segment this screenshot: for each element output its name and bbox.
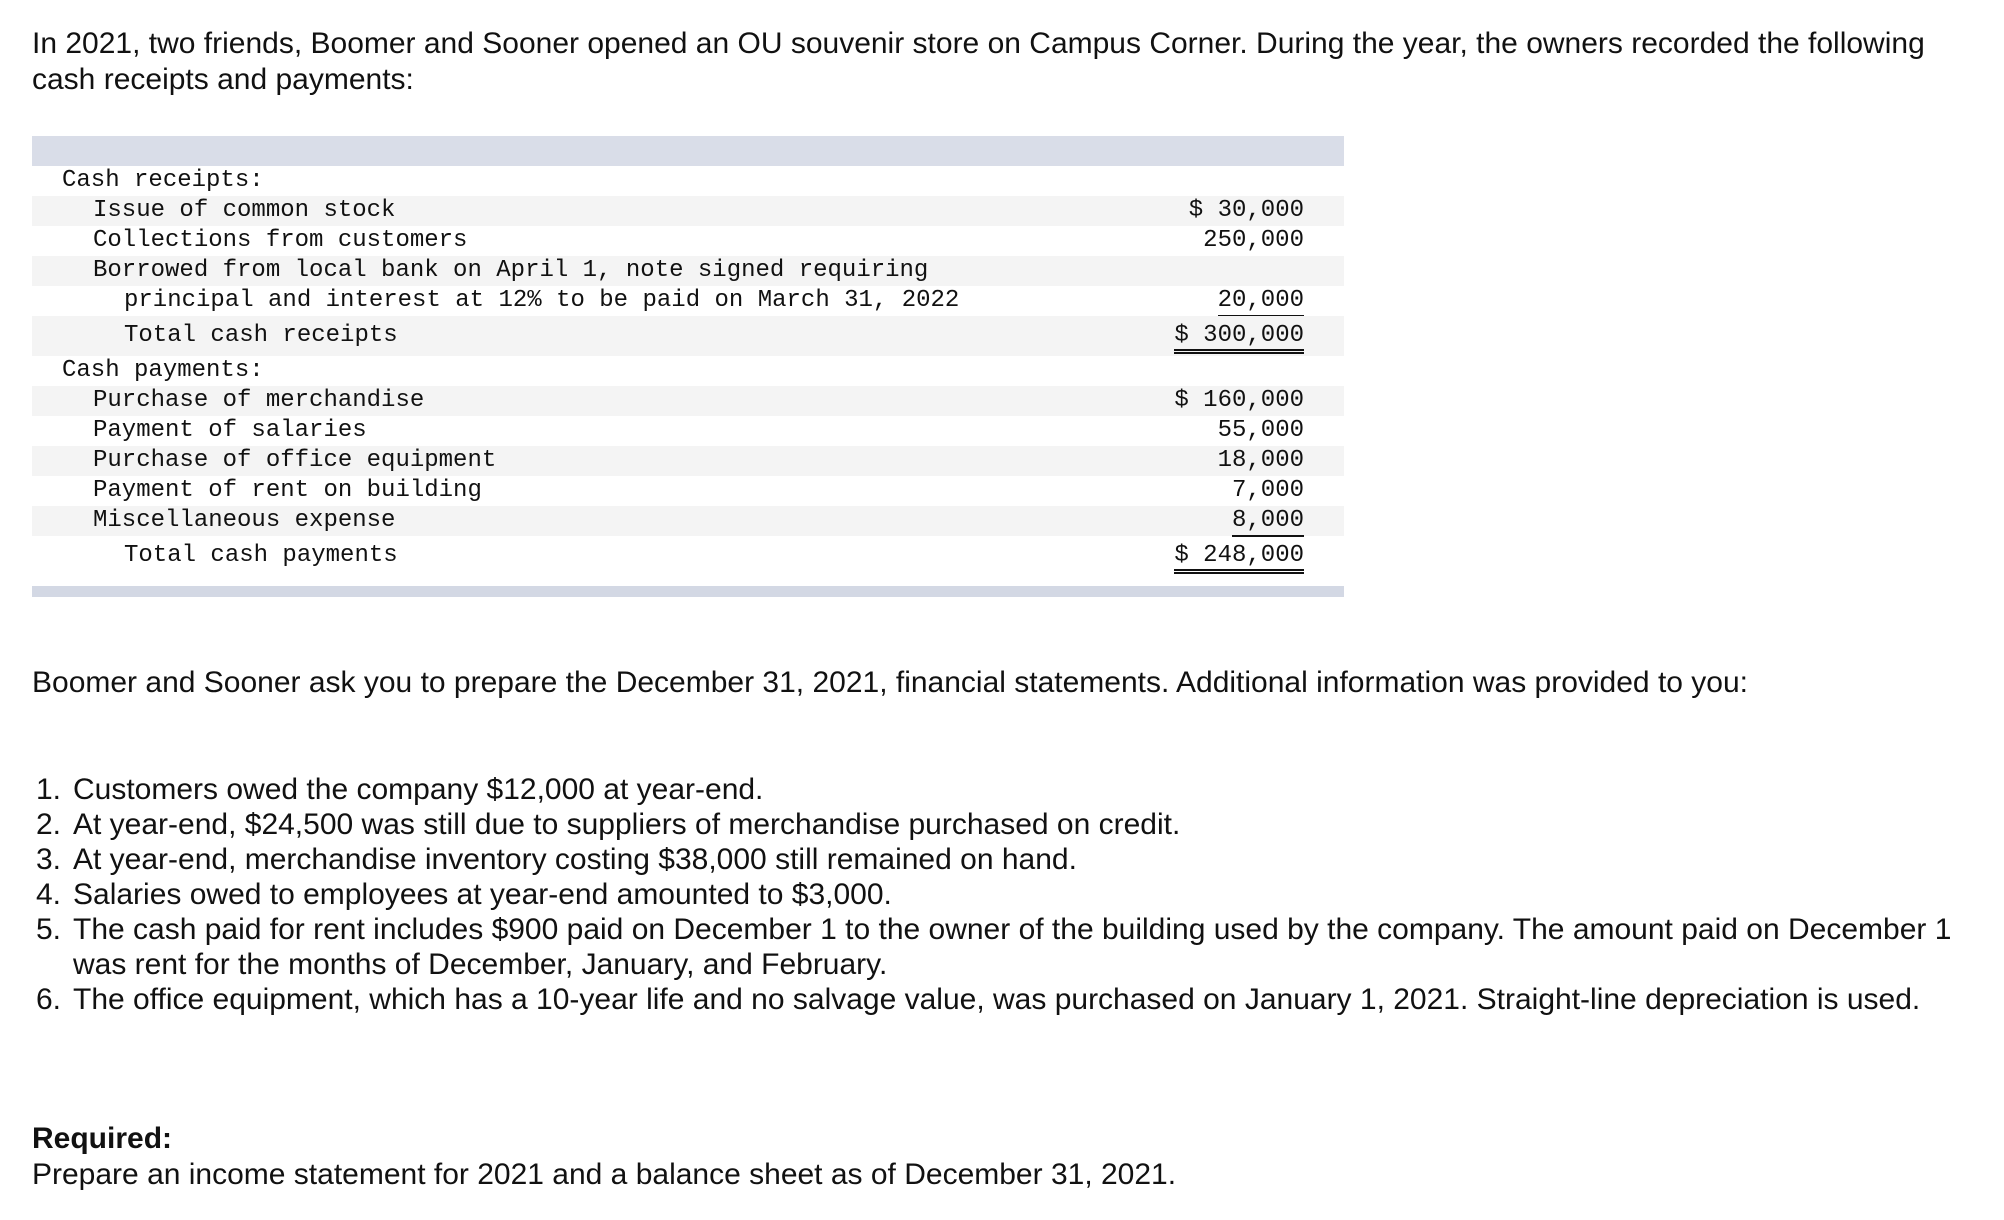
row-label: Miscellaneous expense [93, 507, 396, 534]
table-header-bar [32, 136, 1344, 166]
payments-heading-row [32, 356, 1344, 386]
total-receipts-row [32, 316, 1344, 356]
table-row [32, 446, 1344, 476]
list-item-text: Salaries owed to employees at year-end amounted to $3,000. [73, 878, 892, 911]
list-item-number: 1. [36, 773, 62, 806]
row-amount: $ 30,000 [1188, 197, 1304, 224]
additional-info-text: Boomer and Sooner ask you to prepare the December 31, 2021, financial statements. Additional information was provided to you: [32, 666, 1749, 699]
list-item-text: At year-end, $24,500 was still due to suppliers of merchandise purchased on credit. [73, 808, 1181, 841]
list-item [32, 877, 1952, 912]
cash-table-body [32, 166, 1344, 576]
row-amount: 250,000 [1203, 227, 1304, 254]
row-label: Purchase of office equipment [93, 447, 497, 474]
required-heading: Required: [32, 1122, 173, 1155]
cash-table [32, 136, 1344, 597]
row-amount: 18,000 [1217, 447, 1304, 474]
list-item [32, 772, 1952, 807]
total-receipts-value: $ 300,000 [1174, 322, 1304, 354]
row-amount: $ 160,000 [1174, 387, 1304, 414]
table-row [32, 226, 1344, 256]
row-amount-value: 20,000 [1218, 287, 1304, 317]
required-text: Prepare an income statement for 2021 and a balance sheet as of December 31, 2021. [32, 1158, 1177, 1191]
total-payments-value: $ 248,000 [1174, 542, 1304, 574]
row-amount [1232, 506, 1304, 536]
list-item [32, 982, 1952, 1017]
table-row [32, 286, 1344, 316]
row-amount [1218, 286, 1304, 316]
row-amount-value: 8,000 [1232, 507, 1304, 537]
list-item-text: Customers owed the company $12,000 at year-end. [73, 773, 764, 806]
list-item [32, 842, 1952, 877]
list-item-text: The office equipment, which has a 10-year life and no salvage value, was purchased on January 1, 2021. Straight-line depreciation is used. [73, 983, 1921, 1016]
row-label: Borrowed from local bank on April 1, note signed requiring [93, 257, 929, 284]
table-row [32, 256, 1344, 286]
list-item-text: The cash paid for rent includes $900 paid on December 1 to the owner of the building used by the company. The amount paid on December 1 was rent for the months of December, January, and February. [73, 913, 1952, 981]
row-label: principal and interest at 12% to be paid on March 31, 2022 [124, 287, 960, 314]
receipts-heading-row [32, 166, 1344, 196]
row-label: Collections from customers [93, 227, 468, 254]
row-label: Purchase of merchandise [93, 387, 425, 414]
table-row [32, 476, 1344, 506]
list-item-number: 3. [36, 843, 62, 876]
table-row [32, 386, 1344, 416]
payments-heading: Cash payments: [62, 357, 264, 384]
total-payments-label: Total cash payments [124, 542, 398, 569]
row-amount: 7,000 [1231, 477, 1304, 504]
table-row [32, 416, 1344, 446]
total-payments-amount [1174, 536, 1304, 576]
list-item-number: 2. [36, 808, 62, 841]
list-item [32, 807, 1952, 842]
list-item-number: 6. [36, 983, 62, 1016]
intro-text: In 2021, two friends, Boomer and Sooner opened an OU souvenir store on Campus Corner. During the year, the owners recorded the following cash receipts and payments: [32, 27, 1925, 96]
total-payments-row [32, 536, 1344, 576]
table-row [32, 506, 1344, 536]
list-item-text: At year-end, merchandise inventory costing $38,000 still remained on hand. [73, 843, 1077, 876]
row-label: Issue of common stock [93, 197, 396, 224]
receipts-heading: Cash receipts: [62, 167, 264, 194]
row-label: Payment of salaries [93, 417, 367, 444]
table-footer-bar [32, 586, 1344, 597]
total-receipts-amount [1174, 316, 1304, 356]
table-row [32, 196, 1344, 226]
list-item-number: 5. [36, 913, 62, 946]
row-label: Payment of rent on building [93, 477, 482, 504]
additional-info-list [32, 772, 1952, 1017]
list-item-number: 4. [36, 878, 62, 911]
total-receipts-label: Total cash receipts [124, 322, 398, 349]
list-item [32, 912, 1952, 982]
row-amount: 55,000 [1217, 417, 1304, 444]
